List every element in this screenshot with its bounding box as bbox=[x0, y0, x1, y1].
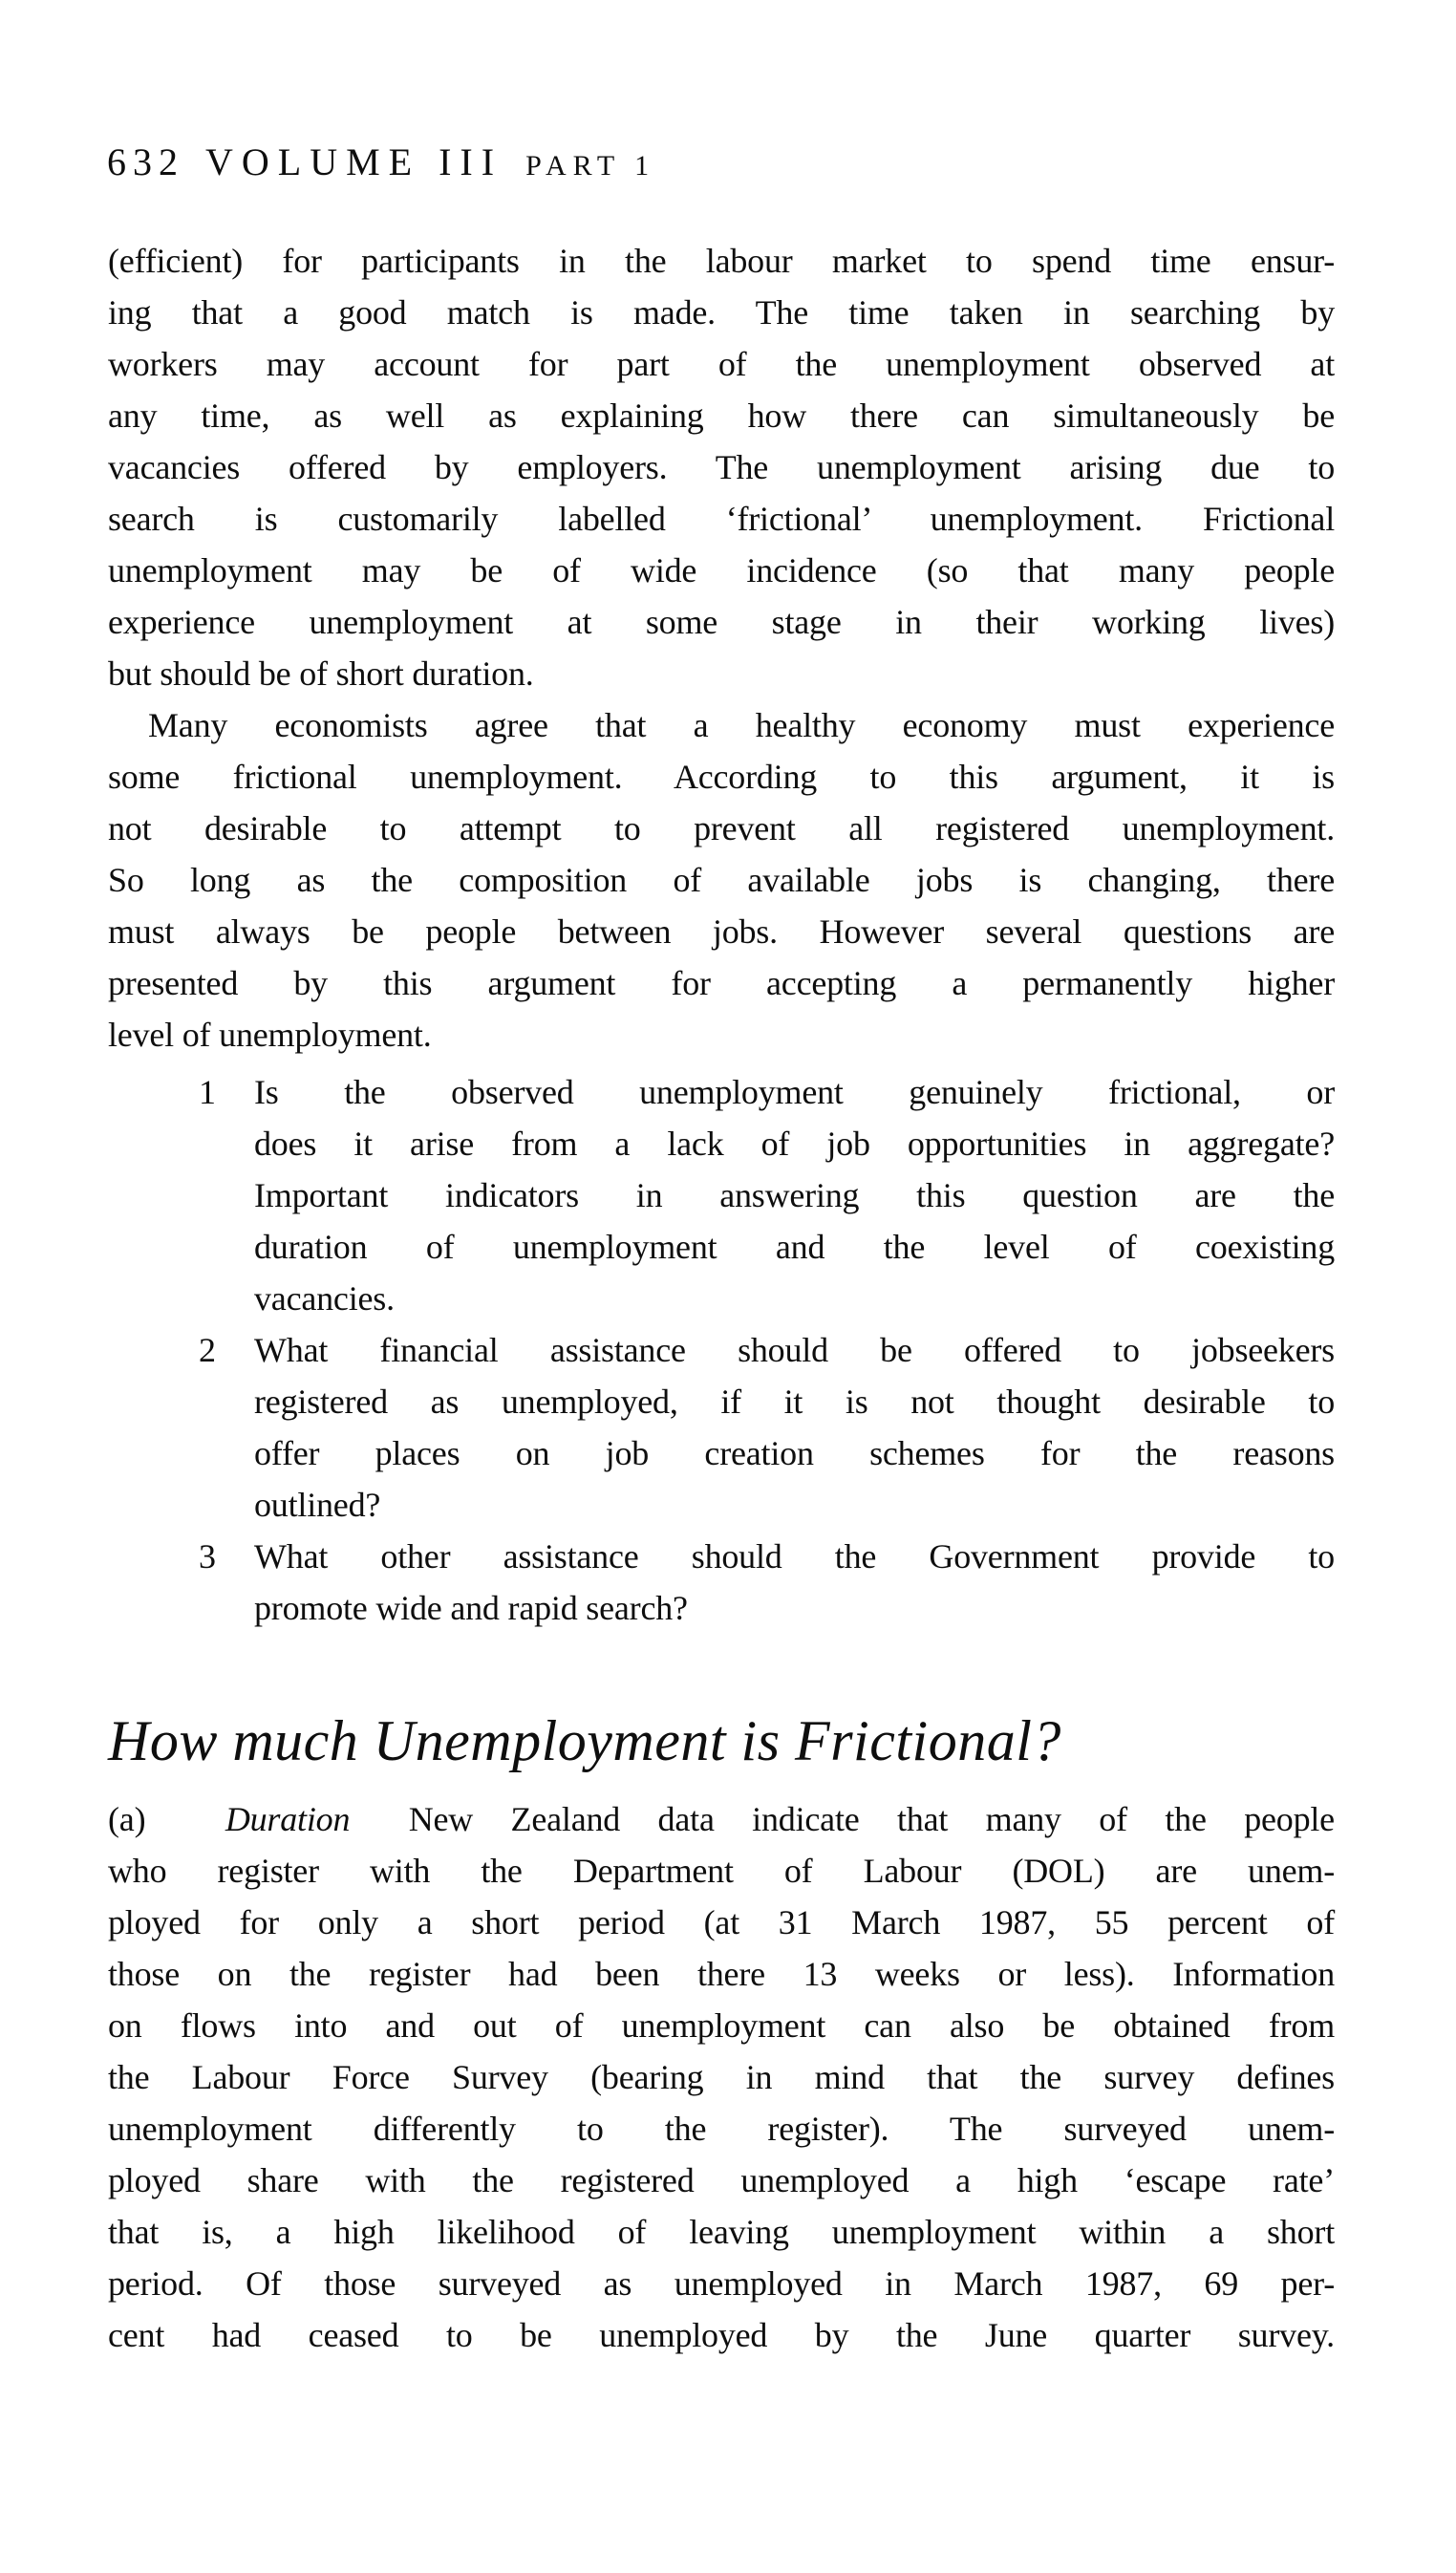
text-column bbox=[108, 235, 1335, 2361]
question-list bbox=[108, 1066, 1335, 1634]
text-line: those on the register had been there 13 weeks or less). Information bbox=[108, 1955, 1335, 1993]
running-header bbox=[107, 139, 655, 184]
text-line: Is the observed unemployment genuinely frictional, or bbox=[254, 1073, 1335, 1111]
text-line: ployed share with the registered unemployed a high ‘escape rate’ bbox=[108, 2161, 1335, 2199]
text-segment: (a) bbox=[108, 1800, 146, 1838]
item-number: 1 bbox=[199, 1073, 216, 1111]
text-line bbox=[108, 1793, 1335, 1845]
text-line: registered as unemployed, if it is not thought desirable to bbox=[254, 1383, 1335, 1421]
text-line: ing that a good match is made. The time taken in searching by bbox=[108, 293, 1335, 332]
text-line: Important indicators in answering this question are the bbox=[254, 1176, 1335, 1214]
item-text bbox=[254, 1066, 1335, 1324]
text-line: unemployment differently to the register). The surveyed unem- bbox=[108, 2110, 1335, 2148]
text-line: offer places on job creation schemes for the reasons bbox=[254, 1434, 1335, 1472]
text-line: the Labour Force Survey (bearing in mind that the survey defines bbox=[108, 2058, 1335, 2096]
text-line: period. Of those surveyed as unemployed in March 1987, 69 per- bbox=[108, 2264, 1335, 2303]
text-line: does it arise from a lack of job opportunities in aggregate? bbox=[254, 1125, 1335, 1163]
text-line: (efficient) for participants in the labour market to spend time ensur- bbox=[108, 242, 1335, 280]
text-line: experience unemployment at some stage in their working lives) bbox=[108, 603, 1335, 641]
text-line: must always be people between jobs. However several questions are bbox=[108, 912, 1335, 951]
text-line: unemployment may be of wide incidence (so that many people bbox=[108, 551, 1335, 590]
question-list-item bbox=[108, 1324, 1335, 1531]
question-list-item bbox=[108, 1531, 1335, 1634]
text-line: level of unemployment. bbox=[108, 1016, 432, 1054]
paragraph-many-economists bbox=[108, 699, 1335, 1061]
text-line: some frictional unemployment. According to this argument, it is bbox=[108, 758, 1335, 796]
paragraph-continuation bbox=[108, 235, 1335, 699]
page-number: 632 bbox=[107, 140, 184, 183]
text-line: vacancies offered by employers. The unemployment arising due to bbox=[108, 448, 1335, 486]
item-number: 3 bbox=[199, 1537, 216, 1576]
text-line: What other assistance should the Government provide to bbox=[254, 1537, 1335, 1576]
text-line: So long as the composition of available jobs is changing, there bbox=[108, 861, 1335, 899]
text-line: that is, a high likelihood of leaving unemployment within a short bbox=[108, 2213, 1335, 2251]
text-line: ployed for only a short period (at 31 March 1987, 55 percent of bbox=[108, 1903, 1335, 1941]
text-line: Many economists agree that a healthy economy must experience bbox=[148, 706, 1335, 744]
item-text bbox=[254, 1324, 1335, 1531]
text-line: presented by this argument for accepting a permanently higher bbox=[108, 964, 1335, 1002]
text-line: on flows into and out of unemployment can also be obtained from bbox=[108, 2006, 1335, 2045]
section-heading: How much Unemployment is Frictional? bbox=[108, 1709, 1061, 1772]
text-line: any time, as well as explaining how there can simultaneously be bbox=[108, 397, 1335, 435]
text-line: vacancies. bbox=[254, 1279, 395, 1318]
question-list-item bbox=[108, 1066, 1335, 1324]
text-line: What financial assistance should be offered to jobseekers bbox=[254, 1331, 1335, 1369]
italic-text-segment: Duration bbox=[225, 1800, 351, 1838]
text-line: outlined? bbox=[254, 1486, 381, 1524]
text-segment: New Zealand data indicate that many of the people bbox=[408, 1800, 1335, 1838]
text-line: cent had ceased to be unemployed by the June quarter survey. bbox=[108, 2316, 1335, 2354]
item-text bbox=[254, 1531, 1335, 1634]
text-line: promote wide and rapid search? bbox=[254, 1589, 688, 1627]
text-line: not desirable to attempt to prevent all registered unemployment. bbox=[108, 809, 1335, 847]
item-number: 2 bbox=[199, 1331, 216, 1369]
text-line: duration of unemployment and the level of coexisting bbox=[254, 1228, 1335, 1266]
part-label: PART 1 bbox=[525, 150, 656, 182]
text-line: workers may account for part of the unemployment observed at bbox=[108, 345, 1335, 383]
paragraph-duration bbox=[108, 1793, 1335, 2361]
text-line: who register with the Department of Labour (DOL) are unem- bbox=[108, 1852, 1335, 1890]
volume-label: VOLUME III bbox=[205, 140, 503, 183]
text-line: search is customarily labelled ‘frictional’ unemployment. Frictional bbox=[108, 500, 1335, 538]
text-line: but should be of short duration. bbox=[108, 654, 534, 693]
